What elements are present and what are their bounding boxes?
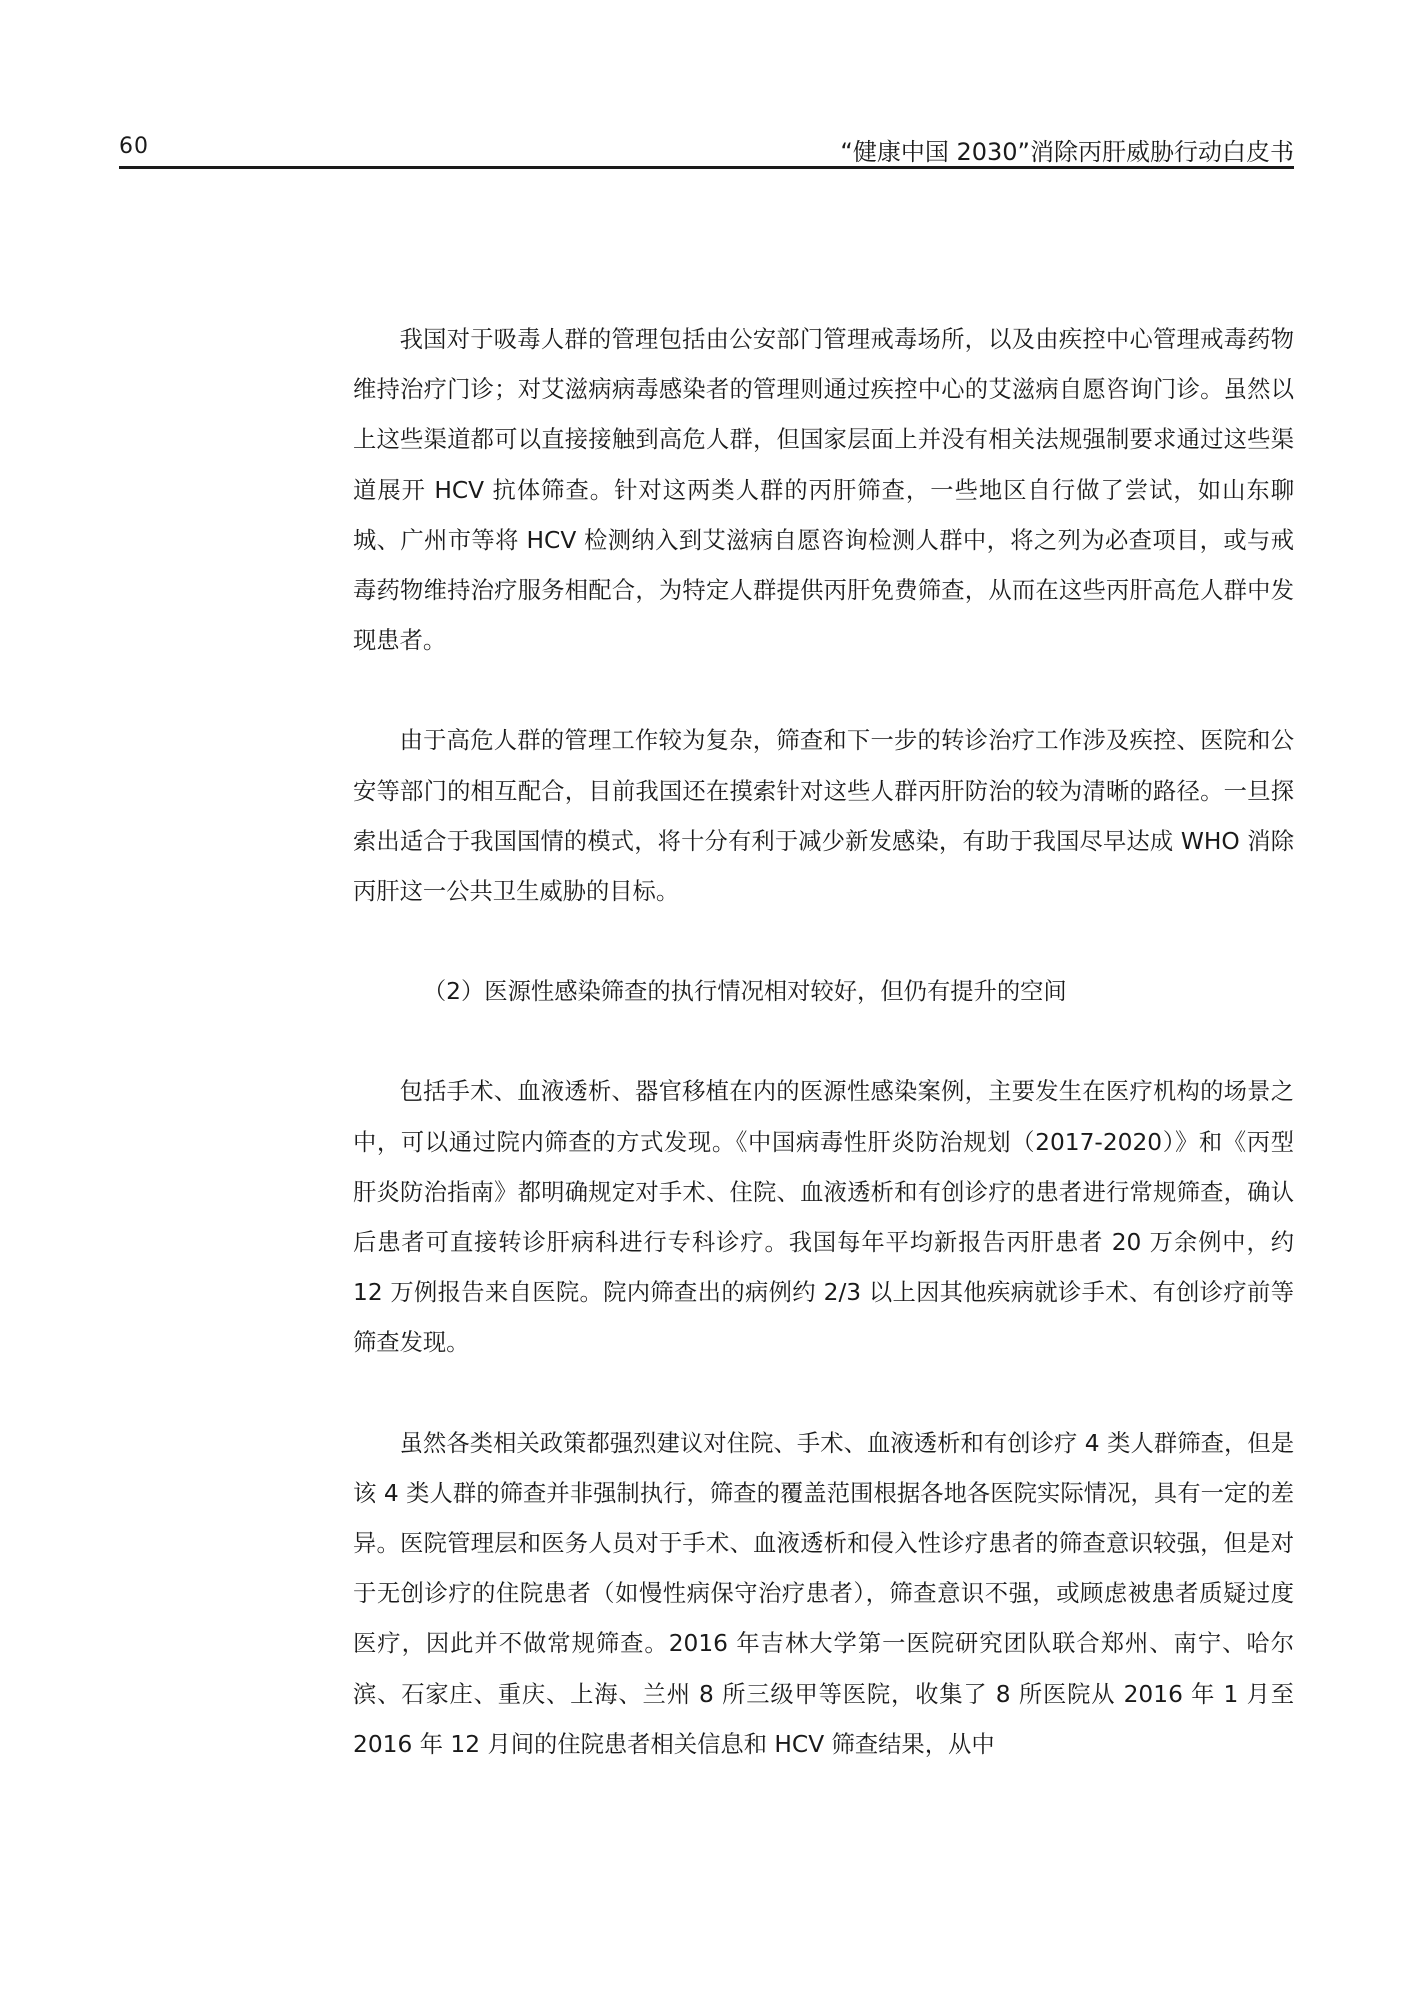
paragraph-drug-user-management: 我国对于吸毒人群的管理包括由公安部门管理戒毒场所，以及由疾控中心管理戒毒药物维持治疗门诊；对艾滋病病毒感染者的管理则通过疾控中心的艾滋病自愿咨询门诊。虽然以上这些渠道都可以直接接触到高危人群，但国家层面上并没有相关法规强制要求通过这些渠道展开 HCV 抗体筛查。针对这两类人群的丙肝筛查，一些地区自行做了尝试，如山东聊城、广州市等将 HCV 检测纳入到艾滋病自愿咨询检测人群中，将之列为必查项目，或与戒毒药物维持治疗服务相配合，为特定人群提供丙肝免费筛查，从而在这些丙肝高危人群中发现患者。 [353,326,1294,655]
paragraph-high-risk-pathway: 由于高危人群的管理工作较为复杂，筛查和下一步的转诊治疗工作涉及疾控、医院和公安等部门的相互配合，目前我国还在摸索针对这些人群丙肝防治的较为清晰的路径。一旦探索出适合于我国国情的模式，将十分有利于减少新发感染，有助于我国尽早达成 WHO 消除丙肝这一公共卫生威胁的目标。 [353,727,1294,906]
body-text [353,315,1294,1770]
header-rule [119,166,1294,169]
paragraph-iatrogenic-cases: 包括手术、血液透析、器官移植在内的医源性感染案例，主要发生在医疗机构的场景之中，可以通过院内筛查的方式发现。《中国病毒性肝炎防治规划（2017-2020）》和《丙型肝炎防治指南》都明确规定对手术、住院、血液透析和有创诊疗的患者进行常规筛查，确认后患者可直接转诊肝病科进行专科诊疗。我国每年平均新报告丙肝患者 20 万余例中，约 12 万例报告来自医院。院内筛查出的病例约 2/3 以上因其他疾病就诊手术、有创诊疗前等筛查发现。 [353,1078,1294,1357]
running-title: “健康中国 2030”消除丙肝威胁行动白皮书 [840,138,1294,166]
page-number: 60 [119,134,149,159]
section-heading-iatrogenic-screening: （2）医源性感染筛查的执行情况相对较好，但仍有提升的空间 [422,978,1067,1006]
page-header [119,128,1294,168]
paragraph-screening-coverage: 虽然各类相关政策都强烈建议对住院、手术、血液透析和有创诊疗 4 类人群筛查，但是该 4 类人群的筛查并非强制执行，筛查的覆盖范围根据各地各医院实际情况，具有一定的差异。医院管理层和医务人员对于手术、血液透析和侵入性诊疗患者的筛查意识较强，但是对于无创诊疗的住院患者（如慢性病保守治疗患者），筛查意识不强，或顾虑被患者质疑过度医疗，因此并不做常规筛查。2016 年吉林大学第一医院研究团队联合郑州、南宁、哈尔滨、石家庄、重庆、上海、兰州 8 所三级甲等医院，收集了 8 所医院从 2016 年 1 月至 2016 年 12 月间的住院患者相关信息和 HCV 筛查结果，从中 [353,1429,1294,1758]
